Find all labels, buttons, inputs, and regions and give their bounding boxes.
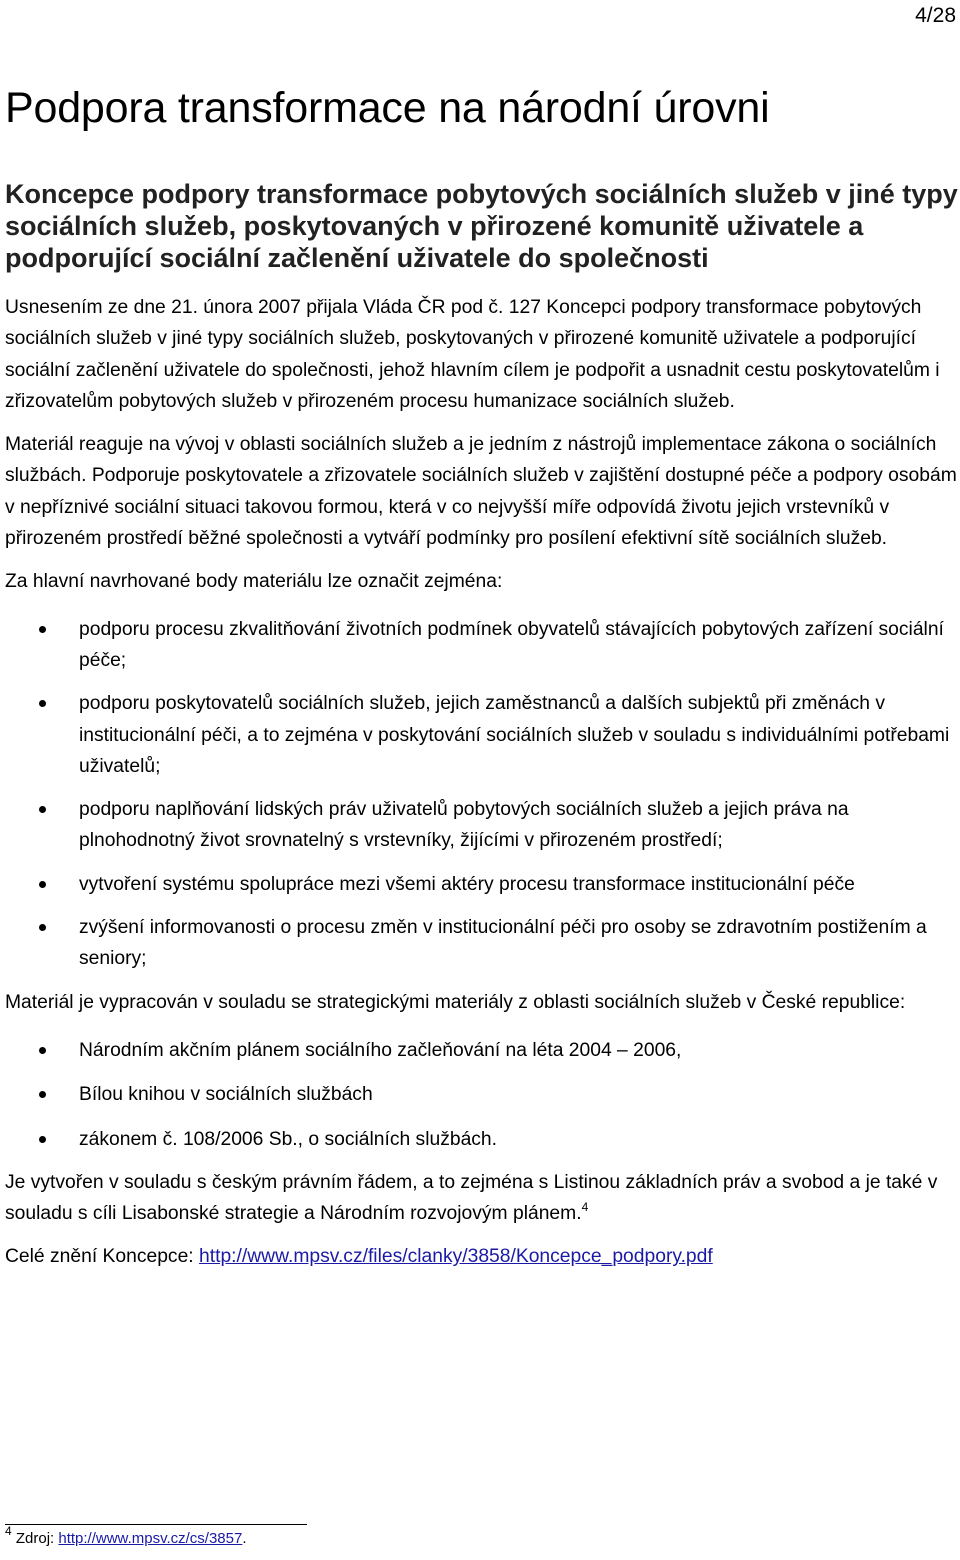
footnote-divider <box>5 1524 307 1525</box>
list-item-text: podporu poskytovatelů sociálních služeb, jejich zaměstnanců a dalších subjektů při změnách v institucionální péči, a to zejména v poskytování sociálních služeb v souladu s individuálními potřebami uživatelů; <box>79 693 950 777</box>
list-item-text: podporu naplňování lidských práv uživatelů pobytových sociálních služeb a jejich práva na plnohodnotný život srovnatelný s vrstevníky, žijícími v přirozeném prostředí; <box>79 799 849 852</box>
footnote-reference[interactable]: 4 <box>581 1200 589 1215</box>
list-item <box>5 688 960 782</box>
footnote-suffix: . <box>242 1530 247 1547</box>
bullet-icon <box>39 881 46 888</box>
footnote-source-link[interactable]: http://www.mpsv.cz/cs/3857 <box>58 1530 243 1547</box>
main-points-list <box>5 614 960 975</box>
paragraph-resolution: Usnesením ze dne 21. února 2007 přijala Vláda ČR pod č. 127 Koncepci podpory transformace pobytových sociálních služeb v jiné typy sociálních služeb, poskytovaných v přirozené komunitě uživatele a podporující sociální začlenění uživatele do společnosti, jehož hlavním cílem je podpořit a usnadnit cestu poskytovatelům i zřizovatelům pobytových služeb v přirozeném procesu humanizace sociálních služeb. <box>5 297 940 412</box>
page-number: 4/28 <box>915 4 956 27</box>
list-item-text: zvýšení informovanosti o procesu změn v institucionální péči pro osoby se zdravotním postižením a seniory; <box>79 917 927 970</box>
bullet-icon <box>39 806 46 813</box>
list-item-text: Bílou knihou v sociálních službách <box>79 1084 373 1106</box>
footnote <box>5 1524 945 1549</box>
list-item-text: zákonem č. 108/2006 Sb., o sociálních službách. <box>79 1128 498 1150</box>
paragraph-main-points-intro: Za hlavní navrhované body materiálu lze označit zejména: <box>5 571 503 593</box>
list-item-text: Národním akčním plánem sociálního začleňování na léta 2004 – 2006, <box>79 1039 682 1061</box>
bullet-icon <box>39 924 46 931</box>
list-item <box>5 1035 960 1066</box>
strategic-materials-list <box>5 1035 960 1155</box>
footnote-marker: 4 <box>5 1524 12 1538</box>
document-body <box>5 82 960 1273</box>
list-item-text: vytvoření systému spolupráce mezi všemi aktéry procesu transformace institucionální péče <box>79 873 855 895</box>
paragraph-full-text <box>5 1241 960 1272</box>
list-item <box>5 1079 960 1110</box>
bullet-icon <box>39 1091 46 1098</box>
legal-compliance-text: Je vytvořen v souladu s českým právním řádem, a to zejména s Listinou základních práv a svobod a je také v souladu s cíli Lisabonské strategie a Národním rozvojovým plánem. <box>5 1171 938 1225</box>
list-item <box>5 869 960 900</box>
list-item <box>5 794 960 857</box>
concept-pdf-link[interactable]: http://www.mpsv.cz/files/clanky/3858/Koncepce_podpory.pdf <box>199 1246 713 1268</box>
paragraph-material: Materiál reaguje na vývoj v oblasti sociálních služeb a je jedním z nástrojů implementace zákona o sociálních službách. Podporuje poskytovatele a zřizovatele sociálních služeb v zajištění dostupné péče a podpory osobám v nepříznivé sociální situaci takovou formou, která v co nejvyšší míře odpovídá životu jejich vrstevníků v přirozeném prostředí běžné společnosti a vytváří podmínky pro posílení efektivní sítě sociálních služeb. <box>5 434 957 550</box>
footnote-label: Zdroj: <box>11 1530 59 1547</box>
list-item <box>5 1124 960 1155</box>
full-text-label: Celé znění Koncepce: <box>5 1246 200 1268</box>
bullet-icon <box>39 1136 46 1143</box>
list-item <box>5 912 960 975</box>
footnotes <box>5 1524 945 1549</box>
page-title: Podpora transformace na národní úrovni <box>5 84 770 132</box>
paragraph-legal-compliance <box>5 1167 960 1230</box>
list-item-text: podporu procesu zkvalitňování životních podmínek obyvatelů stávajících pobytových zařízení sociální péče; <box>79 618 944 671</box>
bullet-icon <box>39 700 46 707</box>
bullet-icon <box>39 1047 46 1054</box>
paragraph-strategic-intro: Materiál je vypracován v souladu se strategickými materiály z oblasti sociálních služeb v České republice: <box>5 991 906 1013</box>
bullet-icon <box>39 626 46 633</box>
list-item <box>5 614 960 677</box>
section-heading: Koncepce podpory transformace pobytových sociálních služeb v jiné typy sociálních služeb, poskytovaných v přirozené komunitě uživatele a podporující sociální začlenění uživatele do společnosti <box>5 179 958 273</box>
